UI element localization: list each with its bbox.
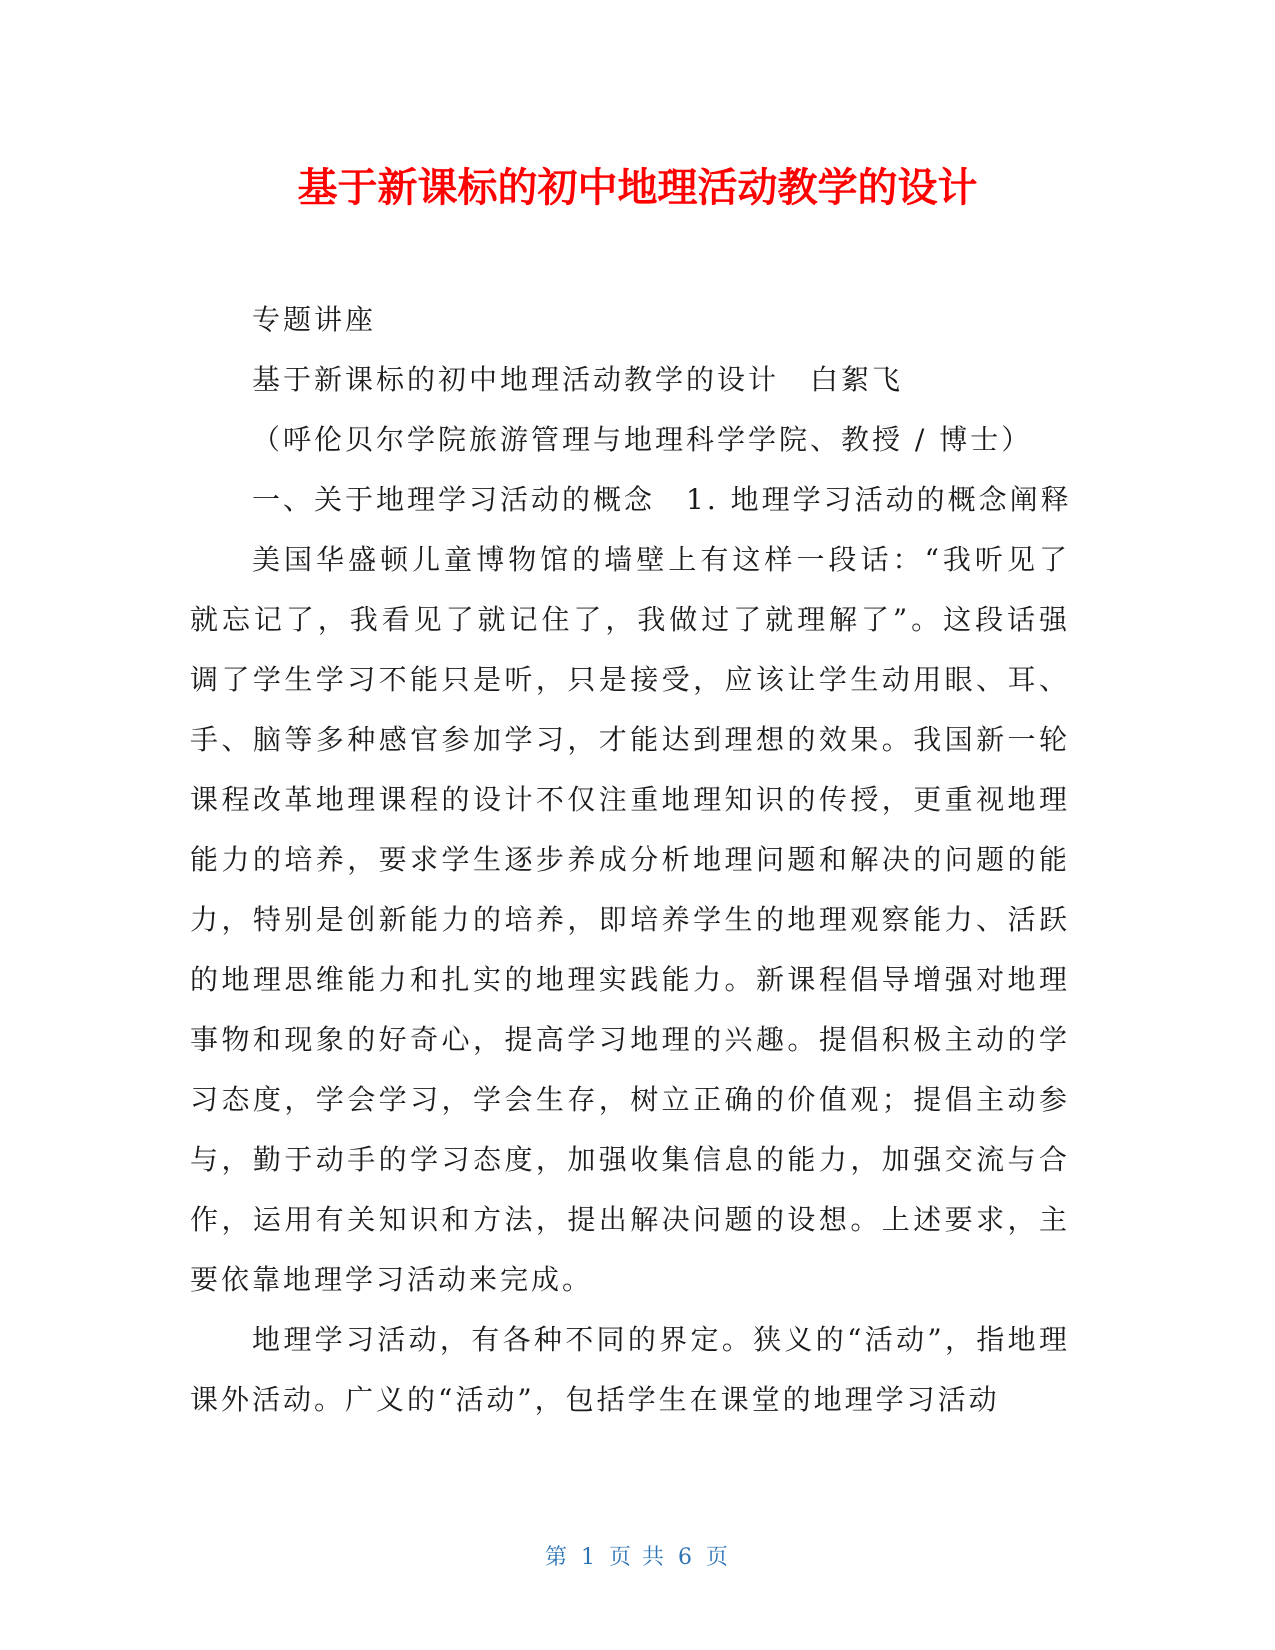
footer-page-number: 1: [581, 1545, 597, 1570]
footer-total-pages: 6: [678, 1545, 694, 1570]
category-line: 专题讲座: [252, 303, 377, 336]
footer-label-pages: 页: [706, 1545, 731, 1570]
page-footer: [0, 1540, 1275, 1571]
footer-label-of: 页 共: [609, 1545, 666, 1570]
paragraph-1: 美国华盛顿儿童博物馆的墙壁上有这样一段话：“我听见了就忘记了，我看见了就记住了，我做过了就理解了”。这段话强调了学生学习不能只是听，只是接受，应该让学生动用眼、耳、手、脑等多种感官参加学习，才能达到理想的效果。我国新一轮课程改革地理课程的设计不仅注重地理知识的传授，更重视地理能力的培养，要求学生逐步养成分析地理问题和解决的问题的能力，特别是创新能力的培养，即培养学生的地理观察能力、活跃的地理思维能力和扎实的地理实践能力。新课程倡导增强对地理事物和现象的好奇心，提高学习地理的兴趣。提倡积极主动的学习态度，学会学习，学会生存，树立正确的价值观；提倡主动参与，勤于动手的学习态度，加强收集信息的能力，加强交流与合作，运用有关知识和方法，提出解决问题的设想。上述要求，主要依靠地理学习活动来完成。: [190, 543, 1070, 1296]
footer-label-page: 第: [544, 1545, 569, 1570]
document-body: [190, 290, 1070, 1430]
subtitle-line: 基于新课标的初中地理活动教学的设计 白絮飞: [252, 363, 904, 396]
section-heading: 一、关于地理学习活动的概念 1. 地理学习活动的概念阐释: [252, 483, 1072, 516]
paragraph-2: 地理学习活动，有各种不同的界定。狭义的“活动”，指地理课外活动。广义的“活动”，包括学生在课堂的地理学习活动: [190, 1323, 1070, 1416]
document-title: 基于新课标的初中地理活动教学的设计: [297, 165, 978, 211]
affiliation-line: （呼伦贝尔学院旅游管理与地理科学学院、教授 / 博士）: [252, 423, 1033, 456]
